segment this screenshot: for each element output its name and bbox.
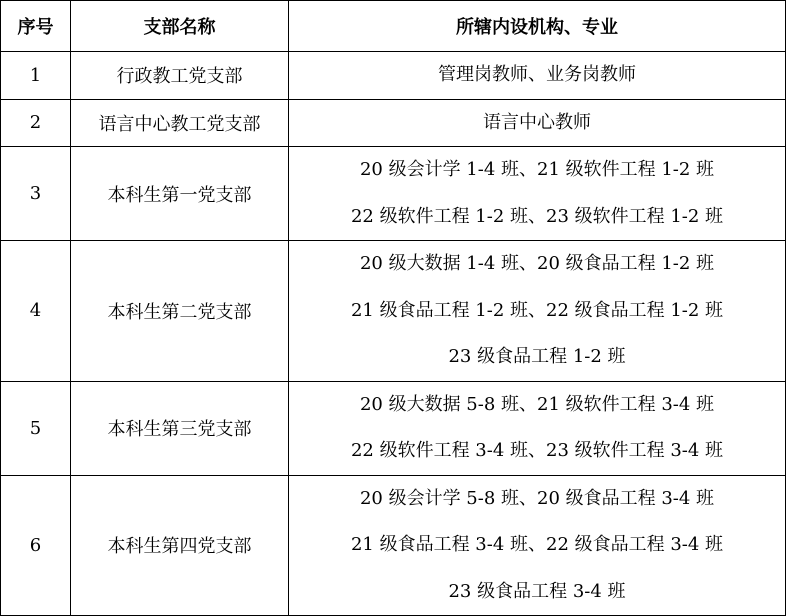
cell-units	[289, 381, 786, 475]
cell-branch-name: 行政教工党支部	[71, 52, 289, 100]
table-row	[1, 147, 786, 241]
cell-index: 2	[1, 99, 71, 147]
cell-index: 3	[1, 147, 71, 241]
cell-branch-name: 本科生第四党支部	[71, 475, 289, 616]
header-index: 序号	[1, 1, 71, 52]
unit-line: 22 级软件工程 1-2 班、23 级软件工程 1-2 班	[350, 205, 724, 227]
unit-line: 管理岗教师、业务岗教师	[438, 64, 636, 85]
table-row	[1, 475, 786, 616]
unit-line: 20 级会计学 5-8 班、20 级食品工程 3-4 班	[359, 487, 715, 509]
table-row	[1, 52, 786, 100]
cell-branch-name: 语言中心教工党支部	[71, 99, 289, 147]
header-units: 所辖内设机构、专业	[289, 1, 786, 52]
unit-line: 23 级食品工程 3-4 班	[448, 580, 626, 602]
unit-line: 20 级大数据 5-8 班、21 级软件工程 3-4 班	[359, 393, 715, 415]
cell-branch-name: 本科生第二党支部	[71, 241, 289, 382]
cell-index: 5	[1, 381, 71, 475]
cell-index: 6	[1, 475, 71, 616]
table-row	[1, 241, 786, 382]
cell-units	[289, 241, 786, 382]
cell-units	[289, 99, 786, 147]
header-branch-name: 支部名称	[71, 1, 289, 52]
cell-units	[289, 147, 786, 241]
cell-index: 1	[1, 52, 71, 100]
cell-units	[289, 475, 786, 616]
cell-units	[289, 52, 786, 100]
cell-branch-name: 本科生第一党支部	[71, 147, 289, 241]
table-row	[1, 99, 786, 147]
unit-line: 22 级软件工程 3-4 班、23 级软件工程 3-4 班	[350, 440, 724, 461]
unit-line: 20 级大数据 1-4 班、20 级食品工程 1-2 班	[359, 253, 715, 274]
unit-line: 20 级会计学 1-4 班、21 级软件工程 1-2 班	[359, 159, 715, 180]
unit-line: 23 级食品工程 1-2 班	[448, 346, 626, 367]
cell-branch-name: 本科生第三党支部	[71, 381, 289, 475]
cell-index: 4	[1, 241, 71, 382]
unit-line: 21 级食品工程 1-2 班、22 级食品工程 1-2 班	[350, 299, 724, 321]
table-row	[1, 381, 786, 475]
unit-line: 21 级食品工程 3-4 班、22 级食品工程 3-4 班	[350, 534, 724, 555]
unit-line: 语言中心教师	[483, 111, 591, 133]
table-header-row	[1, 1, 786, 52]
